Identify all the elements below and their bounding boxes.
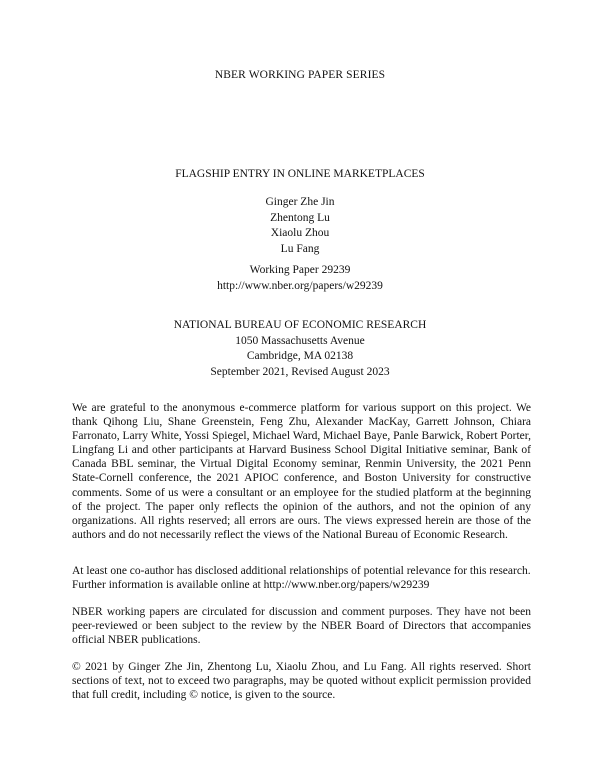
institution-street: 1050 Massachusetts Avenue — [235, 334, 365, 347]
acknowledgements-paragraph: We are grateful to the anonymous e-commerce platform for various support on this project. We thank Qihong Liu, Shane Greenstein, Feng Zhu, Alexander MacKay, Garrett Johnson, Chiara Farronato, Larry White, Yossi Spiegel, Michael Ward, Michael Baye, Panle Barwick, Robert Porter, Lingfang Li and other participants at Harvard Business School Digital Initiative seminar, Bank of Canada BBL seminar, the Virtual Digital Economy seminar, Renmin University, the 2021 Penn State-Cornell conference, the 2021 APIOC conference, and Boston University for constructive comments. Some of us were a consultant or an employee for the studied platform at the beginning of the project. The paper only reflects the opinion of the authors, and not the opinion of any organizations. All rights reserved; all errors are ours. The views expressed herein are those of the authors and do not necessarily reflect the views of the National Bureau of Economic Research. — [72, 402, 531, 541]
institution-city: Cambridge, MA 02138 — [246, 350, 354, 362]
institution-block — [0, 318, 600, 380]
working-paper-info — [0, 263, 600, 294]
disclosure-paragraph: At least one co-author has disclosed additional relationships of potential relevance for this research. Further information is available online at http://www.nber.org/papers/w29239 — [72, 565, 531, 592]
author-name: Zhentong Lu — [270, 211, 330, 224]
author-list — [0, 195, 600, 257]
author-name: Xiaolu Zhou — [270, 227, 330, 239]
author-name: Lu Fang — [280, 242, 320, 255]
paper-title: FLAGSHIP ENTRY IN ONLINE MARKETPLACES — [175, 168, 425, 180]
copyright-paragraph: © 2021 by Ginger Zhe Jin, Zhentong Lu, Xiaolu Zhou, and Lu Fang. All rights reserved. Short sections of text, not to exceed two paragraphs, may be quoted without explicit permission provided that full credit, including © notice, is given to the source. — [72, 661, 531, 702]
institution-name: NATIONAL BUREAU OF ECONOMIC RESEARCH — [173, 319, 427, 331]
working-paper-url[interactable]: http://www.nber.org/papers/w29239 — [217, 279, 383, 292]
series-header: NBER WORKING PAPER SERIES — [214, 69, 386, 81]
working-paper-number: Working Paper 29239 — [249, 264, 351, 276]
author-name: Ginger Zhe Jin — [265, 196, 335, 208]
publication-date: September 2021, Revised August 2023 — [210, 365, 390, 378]
circulation-note-paragraph: NBER working papers are circulated for discussion and comment purposes. They have not been peer-reviewed or been subject to the review by the NBER Board of Directors that accompanies official NBER publications. — [72, 606, 531, 647]
